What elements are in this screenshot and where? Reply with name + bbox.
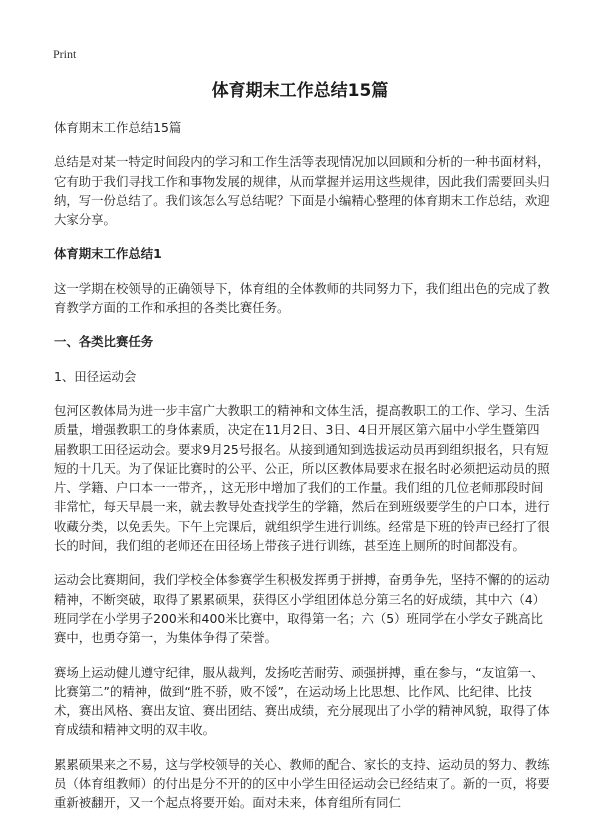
subsection-heading: 一、各类比赛任务 <box>54 334 154 350</box>
page-title: 体育期末工作总结15篇 <box>211 81 389 101</box>
event-paragraph: 包河区教体局为进一步丰富广大教职工的精神和文体生活，提高教职工的工作、学习、生活质量，增强教职工的身体素质，决定在11月2日、3日、4日开展区第六届中小学生暨第四届教职工田径运动会。要求9月25号报名。从接到通知到选拔运动员再到组织报名，只有短短的十几天。为了保证比赛时的公平、公正，所以区教体局要求在报名时必须把运动员的照片、学籍、户口本一一带齐，，这无形中增加了我们的工作量。我们组的几位老师那段时间非常忙，每天早晨一来，就去教导处查找学生的学籍，然后在到班级要学生的户口本，进行收藏分类，以免丢失。下午上完课后，就组织学生进行训练。经常是下班的铃声已经打了很长的时间，我们组的老师还在田径场上带孩子进行训练，甚至连上厕所的时间都没有。 <box>54 402 550 554</box>
section-heading: 体育期末工作总结1 <box>54 246 162 262</box>
conclusion-paragraph: 累累硕果来之不易，这与学校领导的关心、教师的配合、家长的支持、运动员的努力、教练员（体育组教师）的付出是分不开的的区中小学生田径运动会已经结束了。新的一页，将要重新被翻开，又一个起点将要开始。面对未来，体育组所有同仁 <box>54 756 550 811</box>
spirit-paragraph: 赛场上运动健儿遵守纪律，服从裁判，发扬吃苦耐劳、顽强拼搏，重在参与，“友谊第一、比赛第二”的精神，做到“胜不骄，败不馁”，在运动场上比思想、比作风、比纪律、比技术，赛出风格、赛出友谊、赛出团结、赛出成绩，充分展现出了小学的精神风貌，取得了体育成绩和精神文明的双丰收。 <box>54 664 550 738</box>
print-label: Print <box>53 47 77 61</box>
item-heading: 1、田径运动会 <box>54 368 137 384</box>
results-paragraph: 运动会比赛期间，我们学校全体参赛学生积极发挥勇于拼搏，奋勇争先，坚持不懈的的运动精神，不断突破，取得了累累硕果，获得区小学组团体总分第三名的好成绩，其中六（4）班同学在小学男子200米和400米比赛中，取得第一名；六（5）班同学在小学女子跳高比赛中，也勇夺第一，为集体争得了荣誉。 <box>54 572 550 646</box>
document-body <box>54 118 550 828</box>
document-subtitle: 体育期末工作总结15篇 <box>54 120 182 135</box>
section-paragraph: 这一学期在校领导的正确领导下，体育组的全体教师的共同努力下，我们组出色的完成了教育教学方面的工作和承担的各类比赛任务。 <box>54 280 550 316</box>
intro-paragraph: 总结是对某一特定时间段内的学习和工作生活等表现情况加以回顾和分析的一种书面材料，它有助于我们寻找工作和事物发展的规律，从而掌握并运用这些规律，因此我们需要回头归纳，写一份总结了。我们该怎么写总结呢？下面是小编精心整理的体育期末工作总结，欢迎大家分享。 <box>54 154 550 228</box>
